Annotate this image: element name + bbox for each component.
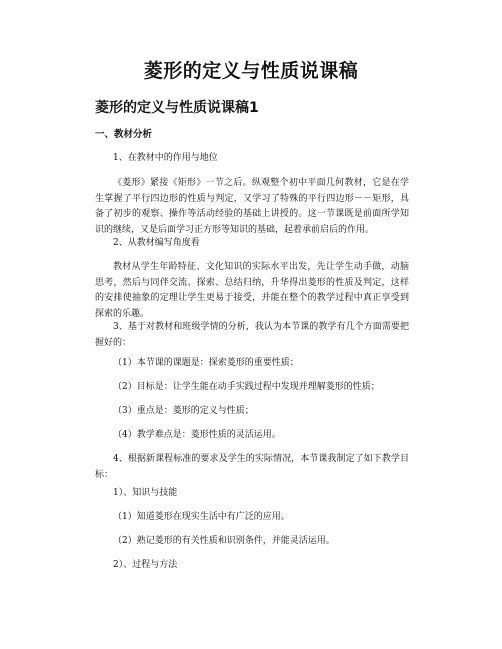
list-item: （2）熟记菱形的有关性质和识别条件，并能灵活运用。 (113, 536, 335, 546)
list-item: （3）重点是：菱形的定义与性质； (113, 406, 254, 416)
document-title: 菱形的定义与性质说课稿 (143, 60, 359, 82)
list-item: （1）本节课的课题是：探索菱形的重要性质； (113, 358, 299, 368)
section-heading-teaching-material-analysis: 一、教材分析 (95, 129, 153, 140)
paragraph-teaching-objectives: 4、根据新课程标准的要求及学生的实际情况，本节课我制定了如下教学目标： (95, 454, 409, 480)
item-writing-perspective: 2、从教材编写角度看 (113, 238, 200, 248)
list-item: （2）目标是：让学生能在动手实践过程中发现并理解菱形的性质； (113, 382, 380, 392)
subtitle-heading: 菱形的定义与性质说课稿1 (95, 100, 259, 116)
paragraph-writing-perspective: 教材从学生年龄特征、文化知识的实际水平出发，先让学生动手做，动脑思考，然后与同伴交流、探索、总结归纳，升华得出菱形的性质及判定，这样的安排使抽象的定理让学生更易于接受，并能在整个的教学过程中真正享受到探索的乐趣。 (95, 262, 409, 319)
list-item: （1）知道菱形在现实生活中有广泛的应用。 (113, 512, 290, 522)
paragraph-key-aspects: 3、基于对教材和班级学情的分析，我认为本节课的教学有几个方面需要把握好的： (95, 322, 409, 348)
objective-heading-knowledge-skills: 1）、知识与技能 (113, 488, 178, 498)
objective-heading-process-method: 2）、过程与方法 (113, 560, 178, 570)
list-item: （4）教学难点是：菱形性质的灵活运用。 (113, 430, 281, 440)
item-role-and-position: 1、在教材中的作用与地位 (113, 153, 218, 163)
paragraph-role-and-position: 《菱形》紧接《矩形》一节之后。纵观整个初中平面几何教材，它是在学生掌握了平行四边形的性质与判定，又学习了特殊的平行四边形－－矩形，具备了初步的观察、操作等活动经验的基础上讲授的。这一节课既是前面所学知识的继续，又是后面学习正方形等知识的基础，起着承前启后的作用。 (95, 178, 409, 235)
